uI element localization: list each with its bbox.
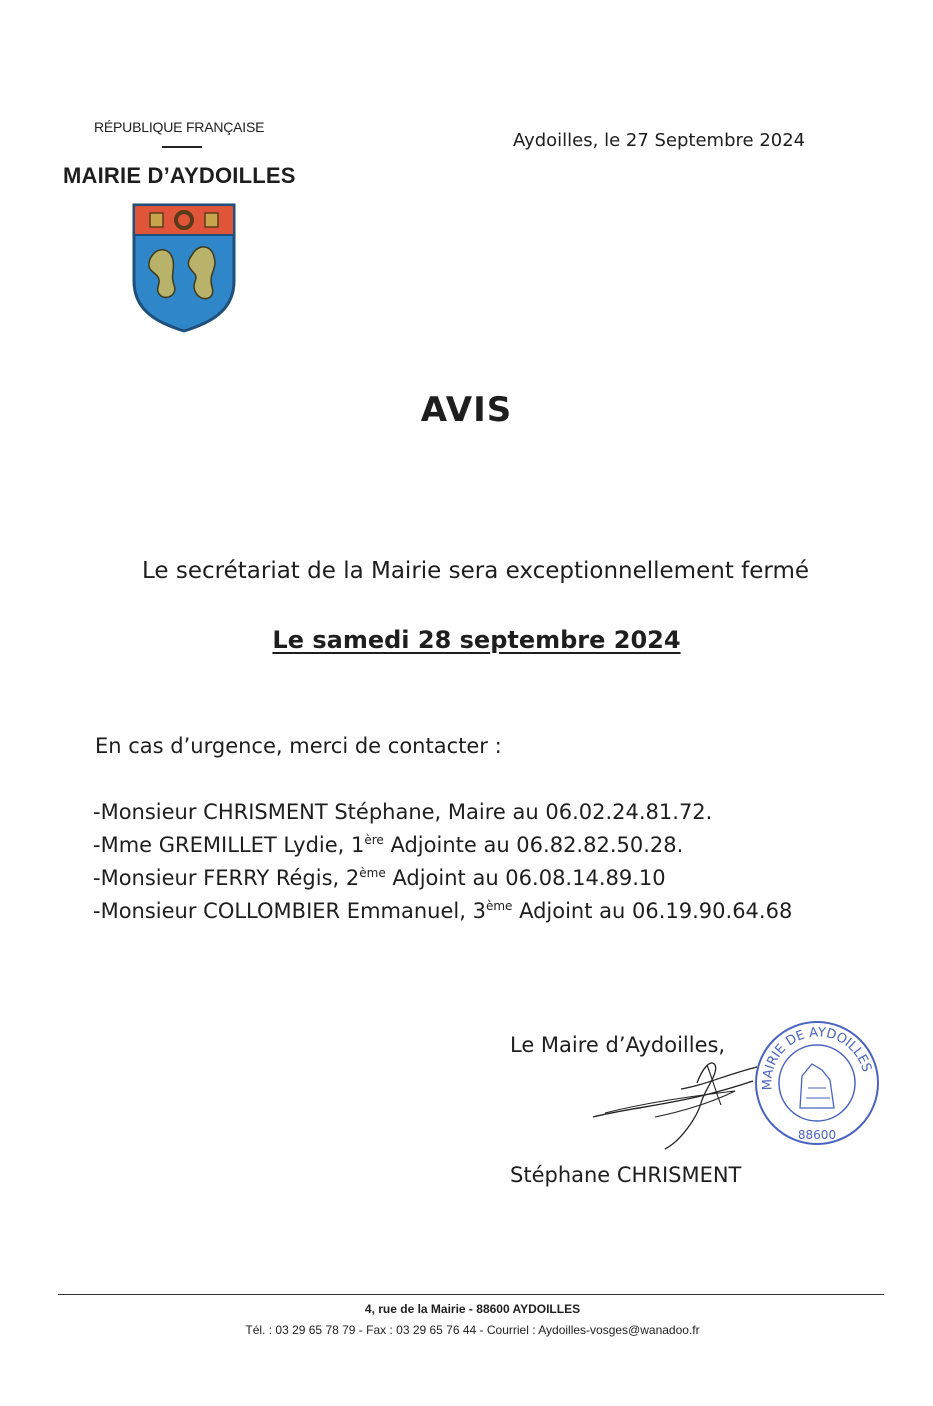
signatory-name: Stéphane CHRISMENT bbox=[510, 1163, 742, 1187]
closure-announcement: Le secrétariat de la Mairie sera exceptionnellement fermé bbox=[142, 558, 809, 584]
signatory-title: Le Maire d’Aydoilles, bbox=[510, 1033, 726, 1057]
footer-address: 4, rue de la Mairie - 88600 AYDOILLES bbox=[364, 1302, 581, 1316]
contact-line: -Monsieur COLLOMBIER Emmanuel, 3ème Adjoint au 06.19.90.64.68 bbox=[93, 899, 793, 923]
footer-contact-info: Tél. : 03 29 65 78 79 - Fax : 03 29 65 76 44 - Courriel : Aydoilles-vosges@wanadoo.fr bbox=[245, 1323, 700, 1337]
svg-text:MAIRIE DE AYDOILLES: MAIRIE DE AYDOILLES bbox=[760, 1025, 875, 1091]
coat-of-arms-icon bbox=[132, 203, 236, 333]
closure-date: Le samedi 28 septembre 2024 bbox=[272, 626, 681, 654]
mairie-name: MAIRIE D’AYDOILLES bbox=[63, 163, 296, 188]
contact-line: -Monsieur FERRY Régis, 2ème Adjoint au 06.08.14.89.10 bbox=[93, 866, 666, 890]
place-date: Aydoilles, le 27 Septembre 2024 bbox=[513, 130, 806, 151]
footer-divider bbox=[58, 1294, 884, 1295]
svg-text:88600: 88600 bbox=[797, 1128, 837, 1142]
contact-line: -Mme GREMILLET Lydie, 1ère Adjointe au 06.82.82.50.28. bbox=[93, 833, 684, 857]
notice-title: AVIS bbox=[420, 390, 513, 430]
contact-line: -Monsieur CHRISMENT Stéphane, Maire au 06.02.24.81.72. bbox=[93, 800, 713, 824]
handwritten-signature-icon bbox=[585, 1045, 765, 1155]
town-hall-stamp-icon bbox=[752, 1018, 882, 1148]
republique-francaise-label: RÉPUBLIQUE FRANÇAISE bbox=[94, 119, 265, 135]
emergency-intro: En cas d’urgence, merci de contacter : bbox=[95, 734, 502, 758]
header-divider bbox=[162, 146, 202, 148]
